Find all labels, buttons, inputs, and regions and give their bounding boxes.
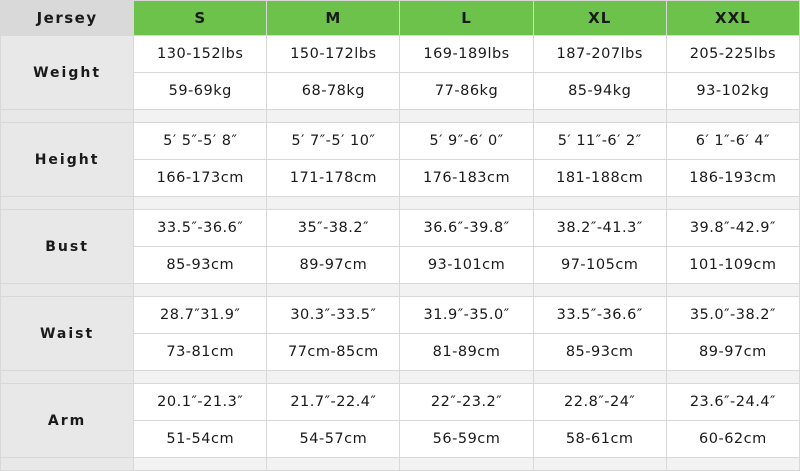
row-divider-bottom [1,458,800,471]
cell-waist-m-imperial: 30.3″-33.5″ [267,297,400,334]
cell-waist-xxl-metric: 89-97cm [666,334,799,371]
header-row [1,1,800,36]
cell-arm-xl-imperial: 22.8″-24″ [533,384,666,421]
cell-height-m-imperial: 5′ 7″-5′ 10″ [267,123,400,160]
divider-cell [533,371,666,384]
cell-waist-xl-metric: 85-93cm [533,334,666,371]
table-header [1,1,800,36]
row-label-arm: Arm [1,384,134,458]
cell-bust-xxl-imperial: 39.8″-42.9″ [666,210,799,247]
cell-arm-s-metric: 51-54cm [134,421,267,458]
row-divider [1,371,800,384]
cell-bust-xxl-metric: 101-109cm [666,247,799,284]
row-divider [1,284,800,297]
row-label-weight: Weight [1,36,134,110]
header-size-l: L [400,1,533,36]
divider-cell [666,110,799,123]
divider-cell [134,197,267,210]
divider-cell [666,371,799,384]
cell-waist-xxl-imperial: 35.0″-38.2″ [666,297,799,334]
cell-height-xxl-metric: 186-193cm [666,160,799,197]
cell-weight-s-metric: 59-69kg [134,73,267,110]
cell-weight-m-metric: 68-78kg [267,73,400,110]
divider-cell [666,284,799,297]
cell-weight-l-imperial: 169-189lbs [400,36,533,73]
divider-cell [267,458,400,471]
row-divider [1,197,800,210]
divider-cell [267,110,400,123]
table-row [1,123,800,160]
divider-cell [267,197,400,210]
divider-cell [400,110,533,123]
divider-label-cell [1,284,134,297]
divider-cell [267,284,400,297]
cell-weight-xxl-metric: 93-102kg [666,73,799,110]
row-divider [1,110,800,123]
divider-cell [134,284,267,297]
cell-waist-s-imperial: 28.7″31.9″ [134,297,267,334]
cell-weight-s-imperial: 130-152lbs [134,36,267,73]
divider-label-cell [1,110,134,123]
header-jersey: Jersey [1,1,134,36]
cell-bust-xl-metric: 97-105cm [533,247,666,284]
cell-height-s-imperial: 5′ 5″-5′ 8″ [134,123,267,160]
cell-weight-xl-imperial: 187-207lbs [533,36,666,73]
divider-cell [533,284,666,297]
divider-cell [533,458,666,471]
cell-arm-xxl-metric: 60-62cm [666,421,799,458]
divider-label-cell [1,458,134,471]
cell-waist-l-imperial: 31.9″-35.0″ [400,297,533,334]
row-label-waist: Waist [1,297,134,371]
divider-cell [134,110,267,123]
cell-height-l-imperial: 5′ 9″-6′ 0″ [400,123,533,160]
cell-arm-l-metric: 56-59cm [400,421,533,458]
cell-height-xl-imperial: 5′ 11″-6′ 2″ [533,123,666,160]
table-row [1,210,800,247]
cell-bust-l-imperial: 36.6″-39.8″ [400,210,533,247]
header-size-xl: XL [533,1,666,36]
cell-height-xxl-imperial: 6′ 1″-6′ 4″ [666,123,799,160]
cell-arm-l-imperial: 22″-23.2″ [400,384,533,421]
divider-cell [134,371,267,384]
cell-bust-l-metric: 93-101cm [400,247,533,284]
row-label-bust: Bust [1,210,134,284]
header-size-xxl: XXL [666,1,799,36]
cell-arm-xxl-imperial: 23.6″-24.4″ [666,384,799,421]
cell-waist-l-metric: 81-89cm [400,334,533,371]
divider-cell [666,197,799,210]
divider-label-cell [1,371,134,384]
table-row [1,36,800,73]
cell-arm-s-imperial: 20.1″-21.3″ [134,384,267,421]
cell-bust-m-imperial: 35″-38.2″ [267,210,400,247]
cell-bust-s-metric: 85-93cm [134,247,267,284]
divider-cell [267,371,400,384]
cell-height-s-metric: 166-173cm [134,160,267,197]
divider-label-cell [1,197,134,210]
cell-weight-xxl-imperial: 205-225lbs [666,36,799,73]
divider-cell [400,284,533,297]
divider-cell [533,110,666,123]
divider-cell [666,458,799,471]
cell-waist-s-metric: 73-81cm [134,334,267,371]
table-body [1,36,800,471]
cell-arm-xl-metric: 58-61cm [533,421,666,458]
cell-arm-m-metric: 54-57cm [267,421,400,458]
row-label-height: Height [1,123,134,197]
cell-weight-m-imperial: 150-172lbs [267,36,400,73]
cell-arm-m-imperial: 21.7″-22.4″ [267,384,400,421]
divider-cell [400,197,533,210]
table-row [1,384,800,421]
cell-waist-xl-imperial: 33.5″-36.6″ [533,297,666,334]
table-row [1,297,800,334]
cell-height-l-metric: 176-183cm [400,160,533,197]
cell-weight-xl-metric: 85-94kg [533,73,666,110]
cell-height-xl-metric: 181-188cm [533,160,666,197]
divider-cell [533,197,666,210]
cell-bust-s-imperial: 33.5″-36.6″ [134,210,267,247]
cell-height-m-metric: 171-178cm [267,160,400,197]
cell-bust-xl-imperial: 38.2″-41.3″ [533,210,666,247]
divider-cell [400,458,533,471]
divider-cell [400,371,533,384]
cell-bust-m-metric: 89-97cm [267,247,400,284]
cell-weight-l-metric: 77-86kg [400,73,533,110]
cell-waist-m-metric: 77cm-85cm [267,334,400,371]
header-size-m: M [267,1,400,36]
header-size-s: S [134,1,267,36]
divider-cell [134,458,267,471]
